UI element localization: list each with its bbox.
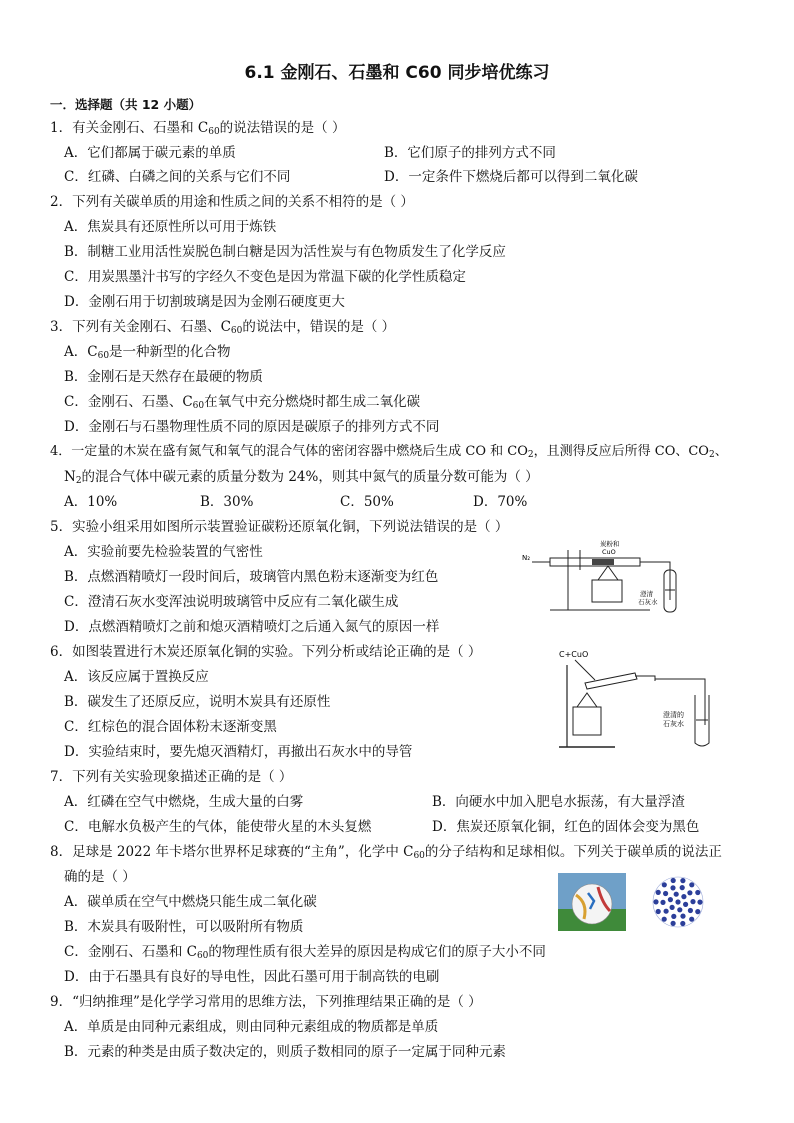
q5-fig-powder bbox=[592, 559, 614, 565]
q9-option-a: A．单质是由同种元素组成，则由同种元素组成的物质都是单质 bbox=[64, 1019, 439, 1035]
q2-option-c: C．用炭黑墨汁书写的字经久不变色是因为常温下碳的化学性质稳定 bbox=[64, 269, 466, 285]
c60-atom bbox=[675, 899, 680, 904]
q6-fig-lime-label-1: 澄清的 bbox=[663, 711, 684, 719]
q6-fig-lamp bbox=[573, 707, 601, 735]
c60-atom bbox=[671, 878, 676, 883]
c60-atom bbox=[656, 890, 661, 895]
q5-option-a: A．实验前要先检验装置的气密性 bbox=[64, 544, 263, 560]
c60-atom bbox=[695, 890, 700, 895]
q4-stem-line1: 4．一定量的木炭在盛有氮气和氧气的混合气体的密闭容器中燃烧后生成 CO 和 $CO_2$，且测得反应后所得 CO、$CO_2$、 bbox=[50, 444, 728, 460]
q9-option-b: B．元素的种类是由质子数决定的，则质子数相同的原子一定属于同种元素 bbox=[64, 1044, 506, 1060]
q6-option-b: B．碳发生了还原反应，说明木炭具有还原性 bbox=[64, 694, 331, 710]
q8-option-b: B．木炭具有吸附性，可以吸附所有物质 bbox=[64, 919, 304, 935]
q6-fig-test-tube bbox=[585, 673, 637, 689]
q7-option-d: D．焦炭还原氧化铜，红色的固体会变为黑色 bbox=[432, 819, 700, 835]
q7-option-b: B．向硬水中加入肥皂水振荡，有大量浮渣 bbox=[432, 794, 685, 810]
c60-atom bbox=[683, 902, 688, 907]
c60-atom bbox=[677, 907, 682, 912]
q8-c60-atoms bbox=[653, 878, 702, 926]
q5-option-b: B．点燃酒精喷灯一段时间后，玻璃管内黑色粉末逐渐变为红色 bbox=[64, 569, 439, 585]
q1-option-a: A．它们都属于碳元素的单质 bbox=[64, 145, 236, 161]
q5-fig-flame bbox=[598, 566, 618, 580]
q8-stem-line1: 8．足球是 2022 年卡塔尔世界杯足球赛的“主角”，化学中 $C_{60}$的分子结构和足球相似。下列关于碳单质的说法正 bbox=[50, 844, 722, 861]
q5-fig-n2-label: N₂ bbox=[522, 554, 531, 562]
c60-atom bbox=[681, 894, 686, 899]
c60-atom bbox=[663, 891, 668, 896]
c60-atom bbox=[653, 899, 658, 904]
c60-atom bbox=[690, 899, 695, 904]
q6-fig-reactant-label: C+CuO bbox=[559, 650, 589, 659]
c60-atom bbox=[688, 908, 693, 913]
c60-atom bbox=[670, 885, 675, 890]
q5-stem: 5．实验小组采用如图所示装置验证碳粉还原氧化铜，下列说法错误的是（ ） bbox=[50, 519, 509, 535]
q8-option-d: D．由于石墨具有良好的导电性，因此石墨可用于制高铁的电刷 bbox=[64, 969, 440, 985]
c60-atom bbox=[671, 914, 676, 919]
q4-stem-line2: $N_2$的混合气体中碳元素的质量分数为 24%，则其中氮气的质量分数可能为（ ） bbox=[64, 469, 539, 486]
c60-atom bbox=[660, 900, 665, 905]
q6-option-c: C．红棕色的混合固体粉末逐渐变黑 bbox=[64, 719, 277, 735]
q5-fig-carbon-label: 炭粉和 bbox=[600, 540, 620, 548]
c60-atom bbox=[697, 900, 702, 905]
c60-atom bbox=[668, 897, 673, 902]
q5-option-c: C．澄清石灰水变浑浊说明玻璃管中反应有二氧化碳生成 bbox=[64, 594, 399, 610]
q4-option-c: C．50% bbox=[340, 494, 394, 510]
page-title: 6.1 金刚石、石墨和 C60 同步培优练习 bbox=[244, 63, 550, 83]
q2-option-d: D．金刚石用于切割玻璃是因为金刚石硬度更大 bbox=[64, 294, 345, 310]
c60-atom bbox=[689, 917, 694, 922]
q3-option-a: A．$C_{60}$是一种新型的化合物 bbox=[64, 344, 231, 361]
q5-fig-cuo-label: CuO bbox=[602, 548, 616, 556]
q6-apparatus-figure bbox=[555, 645, 720, 755]
q8-football-photo bbox=[558, 873, 626, 931]
q3-option-c: C．金刚石、石墨、$C_{60}$在氧气中充分燃烧时都生成二氧化碳 bbox=[64, 394, 421, 411]
c60-atom bbox=[664, 909, 669, 914]
c60-atom bbox=[656, 909, 661, 914]
q8-stem-line2: 确的是（ ） bbox=[64, 869, 136, 885]
q7-stem: 7．下列有关实验现象描述正确的是（ ） bbox=[50, 769, 293, 785]
q6-option-d: D．实验结束时，要先熄灭酒精灯，再撤出石灰水中的导管 bbox=[64, 744, 413, 760]
q5-fig-lime-label-2: 石灰水 bbox=[638, 598, 658, 606]
q8-c60-molecule-figure bbox=[648, 872, 708, 932]
q5-option-d: D．点燃酒精喷灯之前和熄灭酒精喷灯之后通入氮气的原因一样 bbox=[64, 619, 440, 635]
q3-option-d: D．金刚石与石墨物理性质不同的原因是碳原子的排列方式不同 bbox=[64, 419, 440, 435]
q6-fig-flame bbox=[577, 693, 597, 707]
c60-atom bbox=[680, 914, 685, 919]
q2-stem: 2．下列有关碳单质的用途和性质之间的关系不相符的是（ ） bbox=[50, 194, 414, 210]
c60-atom bbox=[687, 890, 692, 895]
q6-fig-pointer bbox=[575, 660, 595, 680]
c60-atom bbox=[680, 885, 685, 890]
q6-option-a: A．该反应属于置换反应 bbox=[64, 669, 209, 685]
q1-option-b: B．它们原子的排列方式不同 bbox=[384, 145, 556, 161]
q4-option-b: B．30% bbox=[200, 494, 254, 510]
q9-stem: 9．“归纳推理”是化学学习常用的思维方法，下列推理结果正确的是（ ） bbox=[50, 994, 482, 1010]
q1-stem: 1．有关金刚石、石墨和 $C_{60}$的说法错误的是（ ） bbox=[50, 120, 346, 137]
q8-option-c: C．金刚石、石墨和 $C_{60}$的物理性质有很大差异的原因是构成它们的原子大小不同 bbox=[64, 944, 546, 961]
section-heading: 一．选择题（共 12 小题） bbox=[50, 97, 202, 112]
q4-option-a: A．10% bbox=[64, 494, 118, 510]
q6-fig-lime-label-2: 石灰水 bbox=[663, 720, 684, 728]
c60-atom bbox=[680, 921, 685, 926]
q2-option-b: B．制糖工业用活性炭脱色制白糖是因为活性炭与有色物质发生了化学反应 bbox=[64, 244, 506, 260]
q5-fig-burner bbox=[592, 580, 622, 602]
c60-atom bbox=[695, 909, 700, 914]
q5-fig-lime-label-1: 澄清 bbox=[640, 590, 653, 598]
c60-atom bbox=[680, 878, 685, 883]
c60-atom bbox=[674, 892, 679, 897]
q2-option-a: A．焦炭具有还原性所以可用于炼铁 bbox=[64, 219, 277, 235]
q3-stem: 3．下列有关金刚石、石墨、$C_{60}$的说法中，错误的是（ ） bbox=[50, 319, 396, 336]
q3-option-b: B．金刚石是天然存在最硬的物质 bbox=[64, 369, 263, 385]
q8-option-a: A．碳单质在空气中燃烧只能生成二氧化碳 bbox=[64, 894, 317, 910]
q1-option-d: D．一定条件下燃烧后都可以得到二氧化碳 bbox=[384, 169, 638, 185]
q7-option-c: C．电解水负极产生的气体，能使带火星的木头复燃 bbox=[64, 819, 372, 835]
q1-option-c: C．红磷、白磷之间的关系与它们不同 bbox=[64, 169, 291, 185]
c60-atom bbox=[689, 882, 694, 887]
q4-option-d: D．70% bbox=[473, 494, 528, 510]
q6-fig-stopper bbox=[635, 676, 655, 681]
c60-atom bbox=[662, 882, 667, 887]
q6-stem: 6．如图装置进行木炭还原氧化铜的实验。下列分析或结论正确的是（ ） bbox=[50, 644, 482, 660]
c60-atom bbox=[671, 921, 676, 926]
c60-atom bbox=[670, 905, 675, 910]
q5-apparatus-figure bbox=[520, 540, 695, 618]
c60-atom bbox=[662, 917, 667, 922]
q7-option-a: A．红磷在空气中燃烧，生成大量的白雾 bbox=[64, 794, 304, 810]
